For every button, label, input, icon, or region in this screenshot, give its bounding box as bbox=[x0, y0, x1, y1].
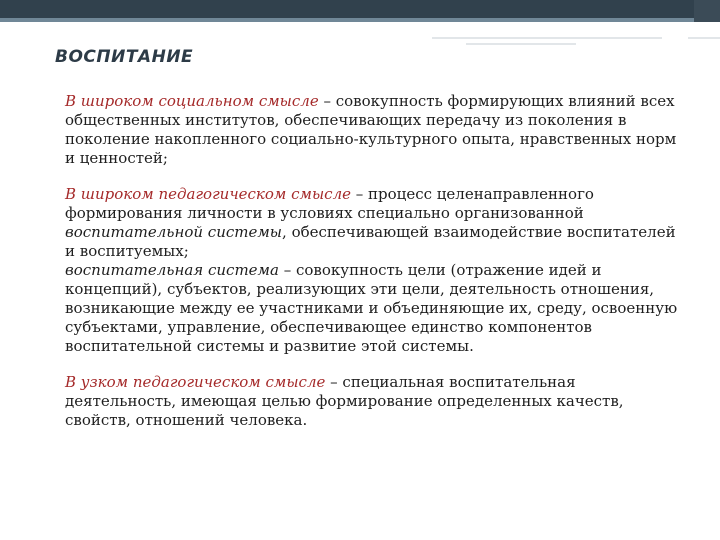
top-accent-stripe bbox=[0, 18, 694, 22]
term-pedagogical-narrow: В узком педагогическом смысле bbox=[65, 373, 326, 391]
slide-content bbox=[65, 92, 690, 447]
definition-pedagogical-narrow bbox=[65, 373, 690, 430]
definition-text: – совокупность цели (отражение идей и концепций), субъектов, реализующих эти цели, деятельность отношения, возникающие между ее участниками и объединяющие их, среду, освоенную субъектами, управление, обеспечивающее единство компонентов воспитательной системы и развитие этой системы. bbox=[65, 261, 678, 355]
italic-phrase: воспитательной системы bbox=[65, 223, 283, 241]
definition-text: – процесс целенаправленного формирования личности в условиях специально организованной bbox=[65, 185, 594, 222]
top-decorative-bar bbox=[0, 0, 720, 22]
definition-text: , обеспечивающей взаимодействие воспитателей и воспитуемых; bbox=[65, 223, 676, 260]
definition-text: – совокупность формирующих влияний всех общественных институтов, обеспечивающих передачу из поколения в поколение накопленного социально-культурного опыта, нравственных норм и ценностей; bbox=[65, 92, 677, 167]
term-pedagogical-broad: В широком педагогическом смысле bbox=[65, 185, 352, 203]
decorative-rule bbox=[466, 43, 576, 45]
term-social: В широком социальном смысле bbox=[65, 92, 319, 110]
top-bar-end-block bbox=[694, 0, 720, 22]
decorative-rule bbox=[688, 37, 720, 39]
definition-text: – специальная воспитательная деятельность, имеющая целью формирование определенных качеств, свойств, отношений человека. bbox=[65, 373, 624, 429]
definition-social bbox=[65, 92, 690, 168]
decorative-rule bbox=[432, 37, 662, 39]
definition-pedagogical-broad bbox=[65, 185, 690, 261]
slide-title: ВОСПИТАНИЕ bbox=[55, 47, 194, 67]
definition-educational-system bbox=[65, 261, 690, 356]
term-educational-system: воспитательная система bbox=[65, 261, 279, 279]
